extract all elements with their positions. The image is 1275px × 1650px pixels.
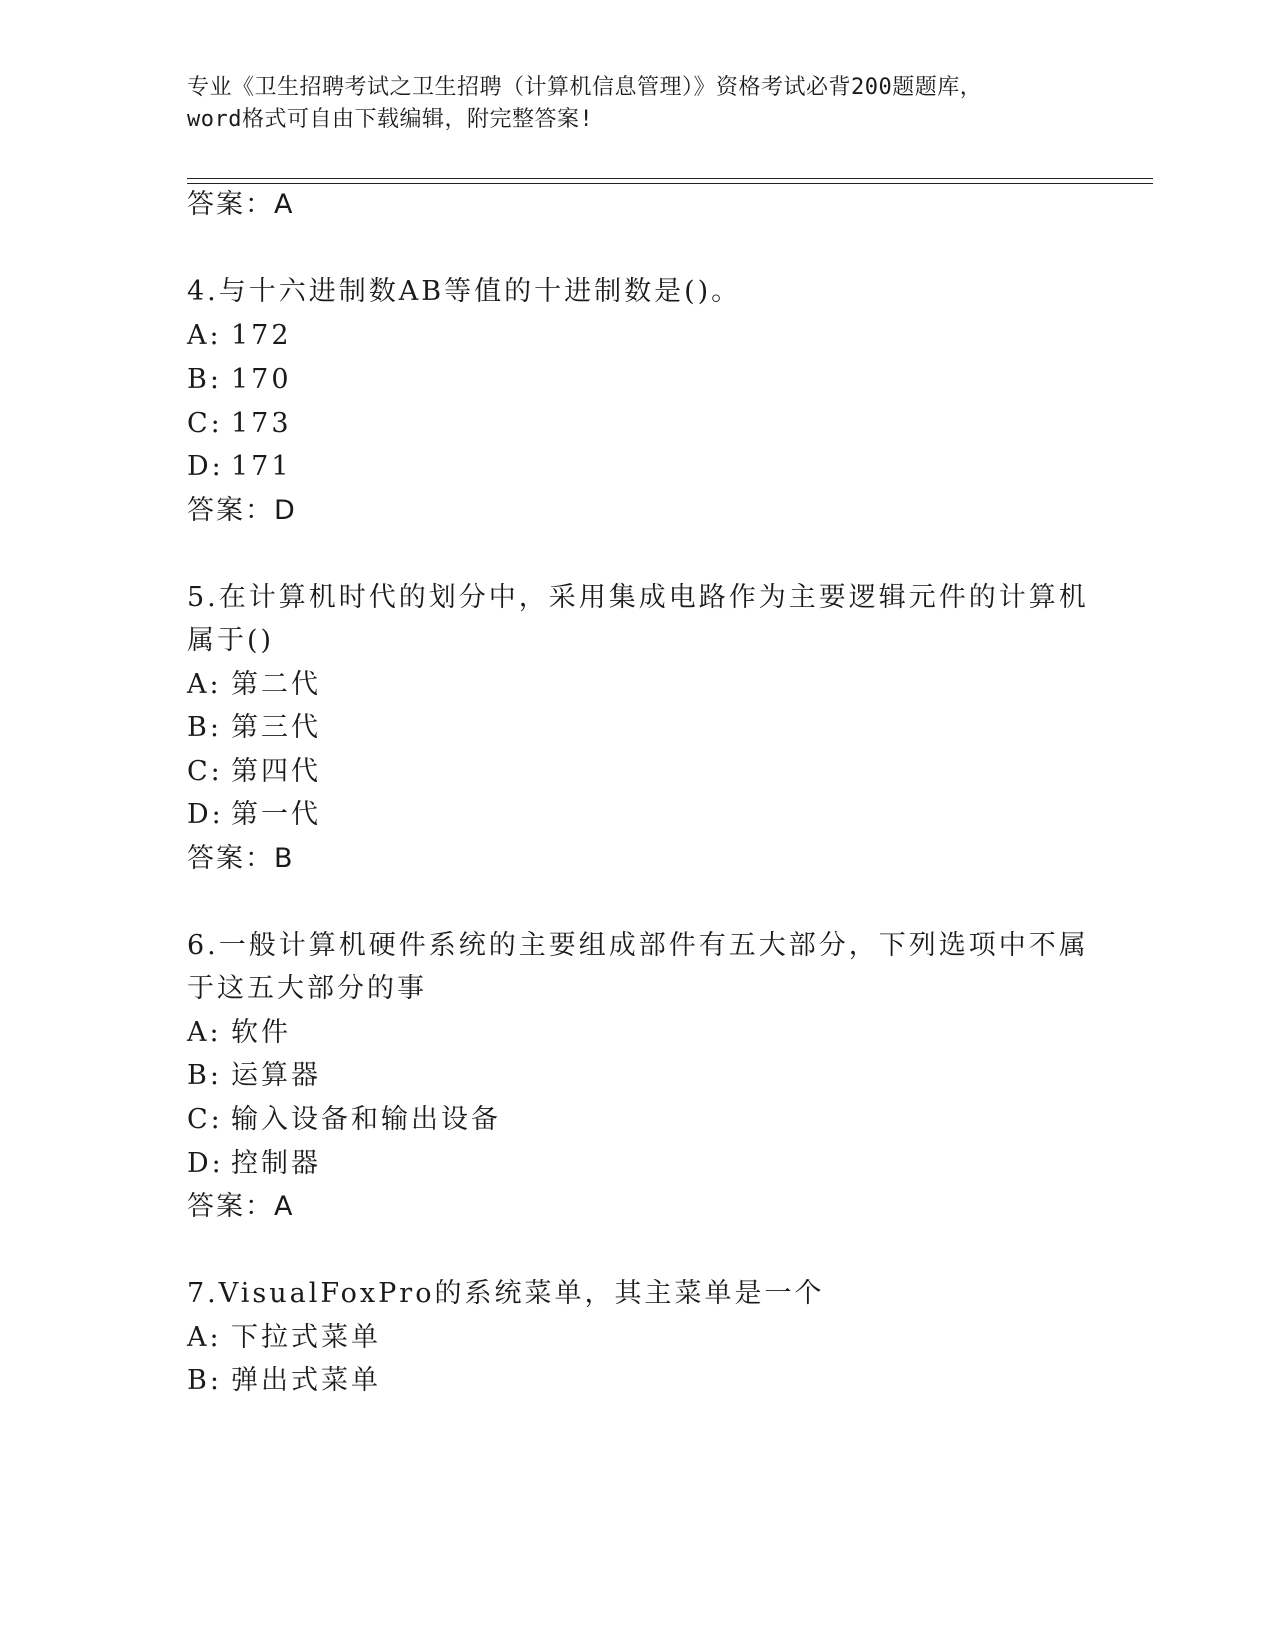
header-divider-bottom: [187, 183, 1153, 184]
option-letter: B:: [187, 364, 222, 395]
option-text: 173: [231, 408, 292, 439]
option-text: 第二代: [231, 669, 321, 700]
question-6-option-c: [187, 1103, 501, 1137]
option-text: 弹出式菜单: [231, 1365, 381, 1396]
option-letter: C:: [187, 1104, 223, 1135]
option-text: 172: [231, 320, 292, 351]
option-text: 运算器: [231, 1060, 321, 1091]
question-5-stem-line-1: 5.在计算机时代的划分中，采用集成电路作为主要逻辑元件的计算机: [187, 582, 1089, 613]
option-text: 输入设备和输出设备: [231, 1104, 501, 1135]
header-divider-top: [187, 178, 1153, 179]
question-4-option-d: [187, 450, 292, 484]
option-letter: A:: [187, 320, 222, 351]
question-6-option-b: [187, 1059, 321, 1093]
option-text: 下拉式菜单: [231, 1322, 381, 1353]
question-4-option-b: [187, 363, 292, 397]
option-text: 软件: [231, 1017, 291, 1048]
option-letter: B:: [187, 712, 222, 743]
option-text: 第四代: [231, 756, 321, 787]
question-4-option-a: [187, 319, 292, 353]
question-7-option-a: [187, 1321, 381, 1355]
question-5-answer: 答案：B: [187, 843, 295, 874]
option-letter: C:: [187, 756, 223, 787]
question-5-stem-line-2: 属于(): [187, 625, 275, 656]
question-5-option-d: [187, 798, 321, 832]
question-4-option-c: [187, 407, 292, 441]
option-text: 第一代: [231, 799, 321, 830]
question-7-option-b: [187, 1364, 381, 1398]
question-6-answer: 答案：A: [187, 1191, 295, 1222]
question-5-option-b: [187, 711, 321, 745]
option-letter: D:: [187, 451, 224, 482]
question-6-stem-line-1: 6.一般计算机硬件系统的主要组成部件有五大部分，下列选项中不属: [187, 930, 1089, 961]
option-letter: A:: [187, 1017, 222, 1048]
document-header: [187, 72, 1087, 136]
option-text: 171: [231, 451, 292, 482]
header-line-1: 专业《卫生招聘考试之卫生招聘（计算机信息管理）》资格考试必背200题题库，: [187, 75, 983, 100]
option-letter: B:: [187, 1365, 222, 1396]
option-text: 170: [231, 364, 292, 395]
question-7-stem: 7.VisualFoxPro的系统菜单，其主菜单是一个: [187, 1278, 825, 1309]
option-text: 第三代: [231, 712, 321, 743]
option-letter: A:: [187, 669, 222, 700]
option-letter: B:: [187, 1060, 222, 1091]
header-line-2: word格式可自由下载编辑，附完整答案!: [187, 107, 594, 132]
question-5-option-a: [187, 668, 321, 702]
option-letter: D:: [187, 799, 224, 830]
option-letter: D:: [187, 1148, 224, 1179]
question-5-option-c: [187, 755, 321, 789]
option-text: 控制器: [231, 1148, 321, 1179]
question-6-option-a: [187, 1016, 291, 1050]
question-4-stem: 4.与十六进制数AB等值的十进制数是()。: [187, 276, 742, 307]
question-6-option-d: [187, 1147, 321, 1181]
option-letter: C:: [187, 408, 223, 439]
question-6-stem-line-2: 于这五大部分的事: [187, 973, 427, 1004]
question-4-answer: 答案：D: [187, 495, 297, 526]
option-letter: A:: [187, 1322, 222, 1353]
answer-prev: 答案：A: [187, 189, 295, 220]
